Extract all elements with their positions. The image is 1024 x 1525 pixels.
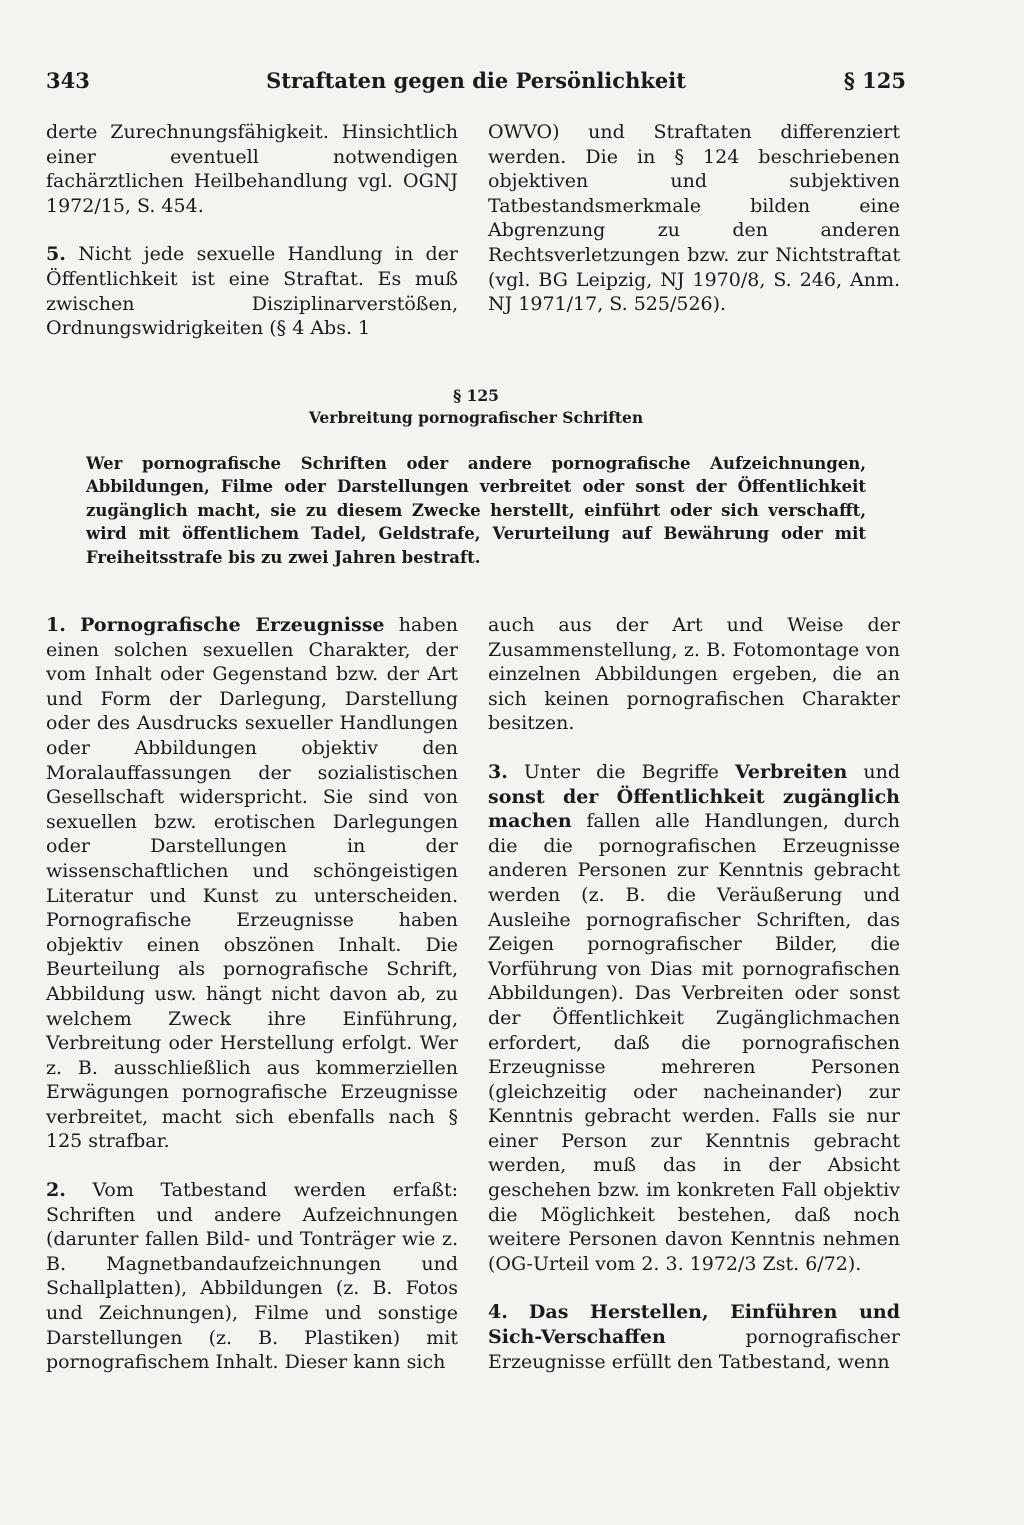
note-5 (46, 242, 458, 340)
section-title: Verbreitung pornografischer Schriften (308, 408, 644, 427)
note-keyword: sonst der Öffentlichkeit zugänglich machen (488, 785, 900, 833)
note-keyword: Das Herstellen, Einführen und Sich-Verschaffen (488, 1301, 900, 1349)
top-left-column (46, 120, 458, 341)
note-number: 2. (46, 1179, 66, 1202)
commentary-right-column (488, 613, 900, 1374)
statute-text: Wer pornografische Schriften oder andere pornografische Aufzeichnungen, Abbildungen, Filme oder Darstellungen verbreitet oder sonst der Öffentlichkeit zugänglich macht, sie zu diesem Zwecke herstellt, einführt oder sich verschafft, wird mit öffentlichem Tadel, Geldstrafe, Verurteilung auf Bewährung oder mit Freiheitsstrafe bis zu zwei Jahren bestraft. (86, 454, 866, 567)
paragraph-continued: derte Zurechnungsfähigkeit. Hinsichtlich einer eventuell notwendigen fachärztlichen Heilbehandlung vgl. OGNJ 1972/15, S. 454. (46, 121, 458, 217)
note-text: haben einen solchen sexuellen Charakter, der vom Inhalt oder Gegenstand bzw. der Art und Form der Darlegung, Darstellung oder des Ausdrucks sexueller Handlungen oder Abbildungen objektiv den Moralauffassungen der sozialistischen Gesellschaft widerspricht. Sie sind von sexuellen bzw. erotischen Darlegungen oder Darstellungen in der wissenschaftlichen und schöngeistigen Literatur und Kunst zu unterscheiden. Pornografische Erzeugnisse haben objektiv einen obszönen Inhalt. Die Beurteilung als pornografische Schrift, Abbildung usw. hängt nicht davon ab, zu welchem Zweck ihre Einführung, Verbreitung oder Herstellung erfolgt. Wer z. B. ausschließlich aus kommerziellen Erwägungen pornografische Erzeugnisse verbreitet, macht sich ebenfalls nach § 125 strafbar. (46, 614, 458, 1153)
commentary-left-column (46, 613, 458, 1375)
note-text: pornografischer Erzeugnisse erfüllt den Tatbestand, wenn (488, 1326, 900, 1373)
page-number: 343 (46, 68, 90, 93)
note-number: 1. (46, 614, 66, 636)
note-text: Nicht jede sexuelle Handlung in der Öffentlichkeit ist eine Straftat. Es muß zwischen Disziplinarverstößen, Ordnungswidrigkeiten (§ 4 Abs. 1 (46, 243, 459, 340)
paragraph-continued: auch aus der Art und Weise der Zusammenstellung, z. B. Fotomontage von einzelnen Abbildungen ergeben, die an sich keinen pornografischen Charakter besitzen. (488, 614, 900, 735)
section-heading (46, 385, 906, 429)
note-text: fallen alle Handlungen, durch die die pornografischen Erzeugnisse anderen Personen zur Kenntnis gebracht werden (z. B. die Veräußerung und Ausleihe pornografischer Schriften, das Zeigen pornografischer Bilder, die Vorführung von Dias mit pornografischen Abbildungen). Das Verbreiten oder sonst der Öffentlichkeit Zugänglichmachen erfordert, daß die pornografischen Erzeugnisse mehreren Personen (gleichzeitig oder nacheinander) zur Kenntnis gebracht werden. Falls sie nur einer Person zur Kenntnis gebracht werden, muß das in der Absicht geschehen bzw. im konkreten Fall objektiv die Möglichkeit bestehen, daß noch weitere Personen davon Kenntnis nehmen (OG-Urteil vom 2. 3. 1972/3 Zst. 6/72). (488, 810, 900, 1275)
note-number: 3. (488, 760, 508, 783)
note-1 (46, 613, 458, 1154)
note-keyword: Verbreiten (734, 760, 848, 783)
note-2 (46, 1178, 458, 1375)
note-3 (488, 760, 900, 1276)
section-number: § 125 (453, 386, 499, 405)
running-title: Straftaten gegen die Persönlichkeit (266, 68, 686, 93)
top-right-column (488, 120, 900, 317)
note-conjunction: und (863, 760, 900, 783)
paragraph-continued-right: OWVO) und Straftaten differenziert werden. Die in § 124 beschriebenen objektiven und subjektiven Tatbestandsmerkmale bilden eine Abgrenzung zu den anderen Rechtsverletzungen bzw. zur Nichtstraftat (vgl. BG Leipzig, NJ 1970/8, S. 246, Anm. NJ 1971/17, S. 525/526). (488, 121, 900, 316)
section-marker: § 125 (843, 68, 906, 93)
note-text: Vom Tatbestand werden erfaßt: Schriften und andere Aufzeichnungen (darunter fallen Bild- und Tonträger wie z. B. Magnetbandaufzeichnungen und Schallplatten), Abbildungen (z. B. Fotos und Zeichnungen), Filme und sonstige Darstellungen (z. B. Plastiken) mit pornografischem Inhalt. Dieser kann sich (46, 1179, 458, 1374)
running-header (46, 68, 906, 102)
statute-text-block (86, 452, 866, 569)
note-number: 5. (46, 243, 66, 266)
note-number: 4. (488, 1301, 508, 1324)
note-text-pre: Unter die Begriffe (523, 760, 719, 783)
note-keyword: Pornografische Erzeugnisse (80, 614, 385, 636)
note-4 (488, 1300, 900, 1374)
